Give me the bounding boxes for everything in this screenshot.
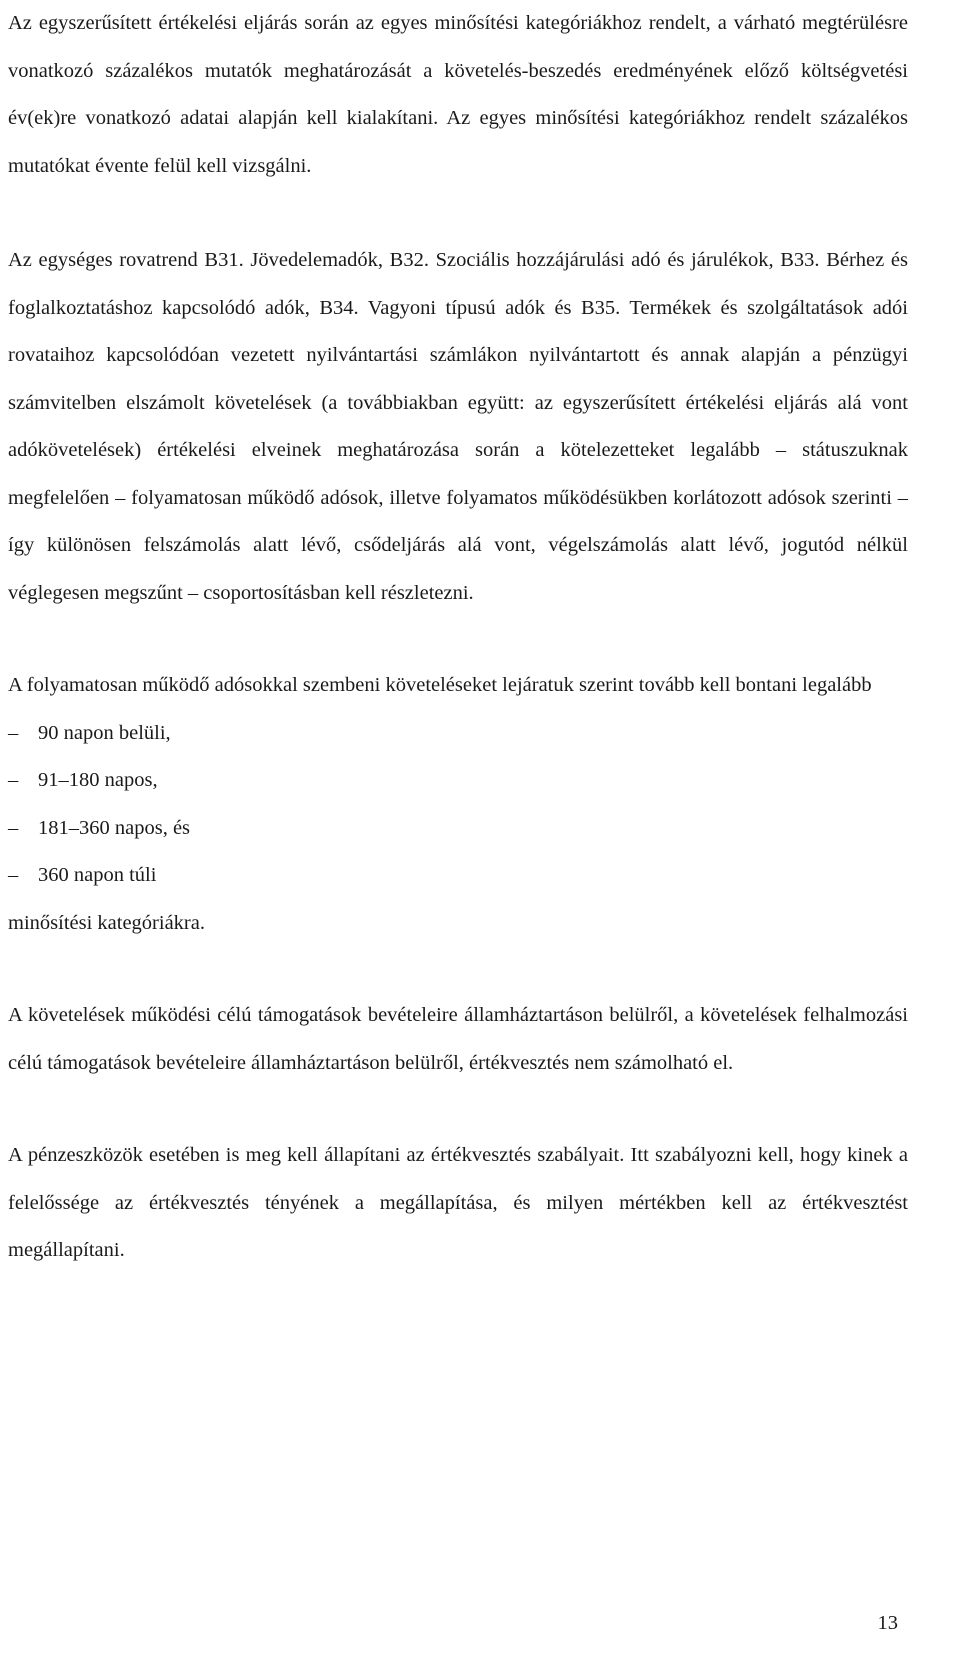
- list-item: [8, 710, 908, 758]
- list-item-text: 360 napon túli: [38, 864, 157, 886]
- list-item: [8, 757, 908, 805]
- list-item: [8, 805, 908, 853]
- list-dash: –: [8, 721, 19, 744]
- document-page: [8, 0, 908, 1275]
- paragraph-maturity-intro: A folyamatosan működő adósokkal szembeni követeléseket lejáratuk szerint tovább kell bontani legalább: [8, 674, 872, 696]
- list-item-text: 91–180 napos,: [38, 769, 158, 791]
- list-item-text: 181–360 napos, és: [38, 816, 191, 839]
- paragraph-tax-receivables: Az egységes rovatrend B31. Jövedelemadók, B32. Szociális hozzájárulási adó és járulékok, B33. Bérhez és foglalkoztatáshoz kapcsolódó adók, B34. Vagyoni típusú adók és B35. Termékek és szolgáltatások adói rovataihoz kapcsolódóan vezetett nyilvántartási számlákon nyilvántartott és annak alapján a pénzügyi számvitelben elszámolt követelések (a továbbiakban együtt: az egyszerűsített értékelési eljárás alá vont adókövetelések) értékelési elveinek meghatározása során a kötelezetteket legalább – státuszuknak megfelelően – folyamatosan működő adósok, illetve folyamatos működésükben korlátozott adósok szerinti – így különösen felszámolás alatt lévő, csődeljárás alá vont, végelszámolás alatt lévő, jogutód nélkül véglegesen megszűnt – csoportosításban kell részletezni.: [8, 249, 908, 604]
- list-dash: –: [8, 769, 19, 791]
- paragraph-maturity-outro: minősítési kategóriákra.: [8, 911, 205, 934]
- section-maturity-breakdown: [8, 662, 908, 947]
- paragraph-percentage-indicators: Az egyszerűsített értékelési eljárás során az egyes minősítési kategóriákhoz rendelt, a várható megtérülésre vonatkozó százalékos mutatók meghatározását a követelés-beszedés eredményének előző költségvetési év(ek)re vonatkozó adatai alapján kell kialakítani. Az egyes minősítési kategóriákhoz rendelt százalékos mutatókat évente felül kell vizsgálni.: [8, 12, 908, 177]
- list-item: [8, 852, 908, 900]
- paragraph-cash-impairment: A pénzeszközök esetében is meg kell állapítani az értékvesztés szabályait. Itt szabályozni kell, hogy kinek a felelőssége az értékvesztés tényének a megállapítása, és milyen mértékben kell az értékvesztést megállapítani.: [8, 1144, 908, 1261]
- paragraph-support-receivables: A követelések működési célú támogatások bevételeire államháztartáson belülről, a követelések felhalmozási célú támogatások bevételeire államháztartáson belülről, értékvesztés nem számolható el.: [8, 1004, 908, 1074]
- list-item-text: 90 napon belüli,: [38, 721, 171, 744]
- list-dash: –: [8, 816, 19, 839]
- page-number: 13: [877, 1612, 898, 1634]
- list-dash: –: [8, 864, 19, 886]
- maturity-category-list: [8, 710, 908, 900]
